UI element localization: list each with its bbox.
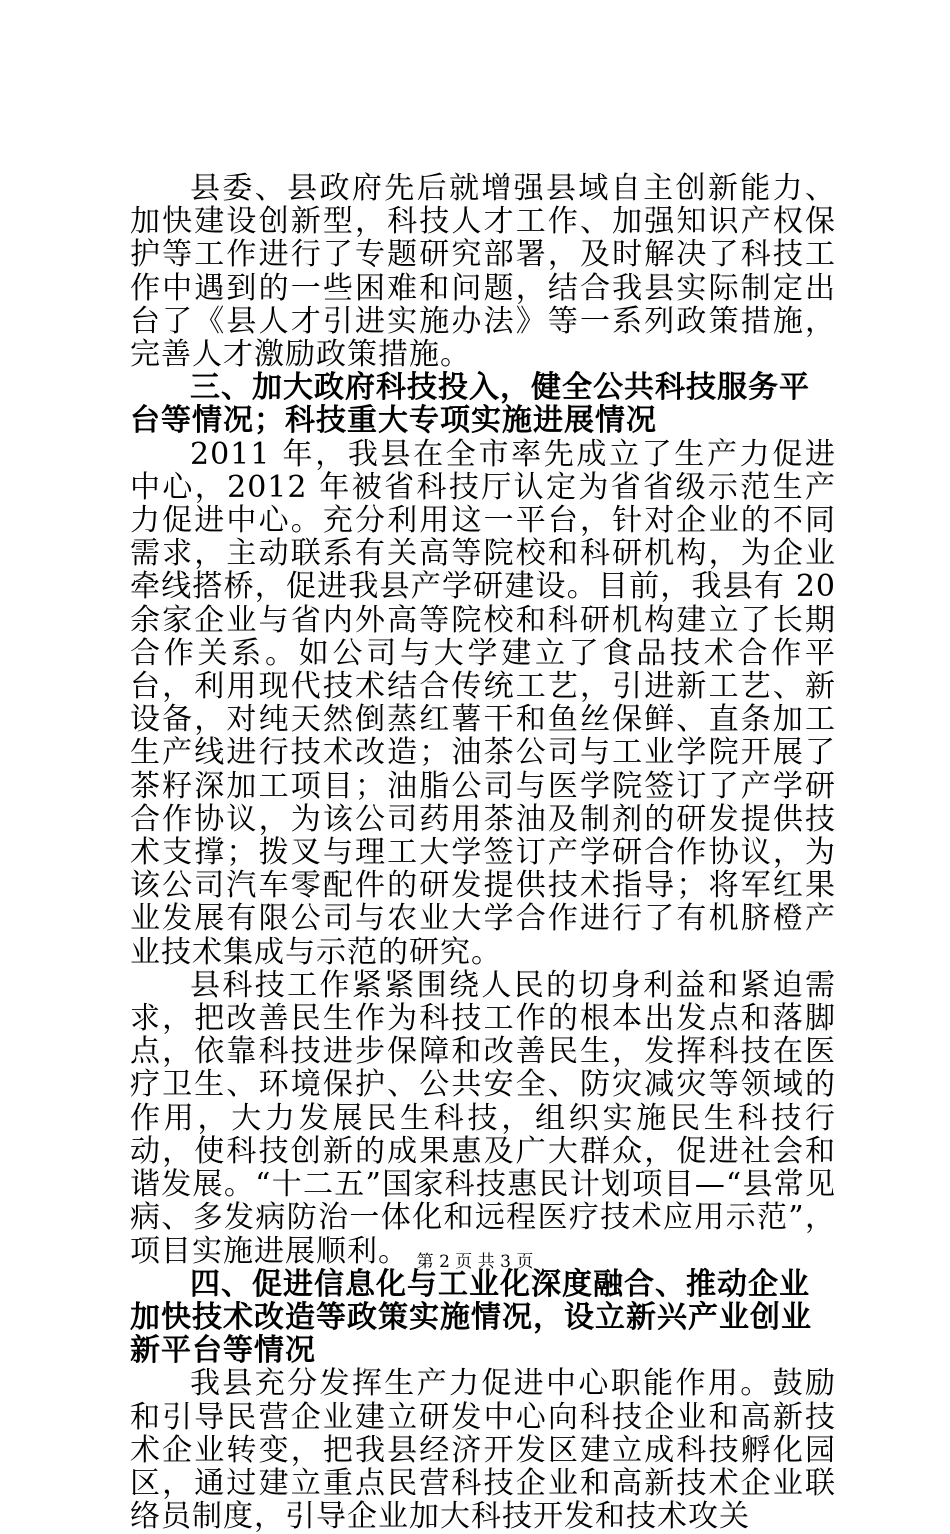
- document-body: [130, 172, 836, 1533]
- section-heading-4: 四、促进信息化与工业化深度融合、推动企业加快技术改造等政策实施情况，设立新兴产业创业新平台等情况: [130, 1266, 812, 1369]
- paragraph-3: 县科技工作紧紧围绕人民的切身利益和紧迫需求，把改善民生作为科技工作的根本出发点和落脚点，依靠科技进步保障和改善民生，发挥科技在医疗卫生、环境保护、公共安全、防灾减灾等领域的作用，大力发展民生科技，组织实施民生科技行动，使科技创新的成果惠及广大群众，促进社会和谐发展。“十二五”国家科技惠民计划项目—“县常见病、多发病防治一体化和远程医疗技术应用示范”，项目实施进展顺利。: [130, 967, 836, 1269]
- section-heading-3: 三、加大政府科技投入，健全公共科技服务平台等情况；科技重大专项实施进展情况: [130, 370, 810, 439]
- paragraph-4: 我县充分发挥生产力促进中心职能作用。鼓励和引导民营企业建立研发中心向科技企业和高新技术企业转变，把我县经济开发区建立成科技孵化园区，通过建立重点民营科技企业和高新技术企业联络员制度，引导企业加大科技开发和技术攻关: [130, 1366, 836, 1534]
- paragraph-2: 2011 年，我县在全市率先成立了生产力促进中心，2012 年被省科技厅认定为省省级示范生产力促进中心。充分利用这一平台，针对企业的不同需求，主动联系有关高等院校和科研机构，为企业牵线搭桥，促进我县产学研建设。目前，我县有 20余家企业与省内外高等院校和科研机构建立了长期合作关系。如公司与大学建立了食品技术合作平台，利用现代技术结合传统工艺，引进新工艺、新设备，对纯天然倒蒸红薯干和鱼丝保鲜、直条加工生产线进行技术改造；油茶公司与工业学院开展了茶籽深加工项目；油脂公司与医学院签订了产学研合作协议，为该公司药用茶油及制剂的研发提供技术支撑；拨叉与理工大学签订产学研合作协议，为该公司汽车零配件的研发提供技术指导；将军红果业发展有限公司与农业大学合作进行了有机脐橙产业技术集成与示范的研究。: [130, 436, 836, 970]
- paragraph-1: 县委、县政府先后就增强县域自主创新能力、加快建设创新型，科技人才工作、加强知识产权保护等工作进行了专题研究部署，及时解决了科技工作中遇到的一些困难和问题，结合我县实际制定出台了《县人才引进实施办法》等一系列政策措施，完善人才激励政策措施。: [130, 171, 836, 373]
- page-number-footer: 第 2 页 共 3 页: [416, 1252, 534, 1272]
